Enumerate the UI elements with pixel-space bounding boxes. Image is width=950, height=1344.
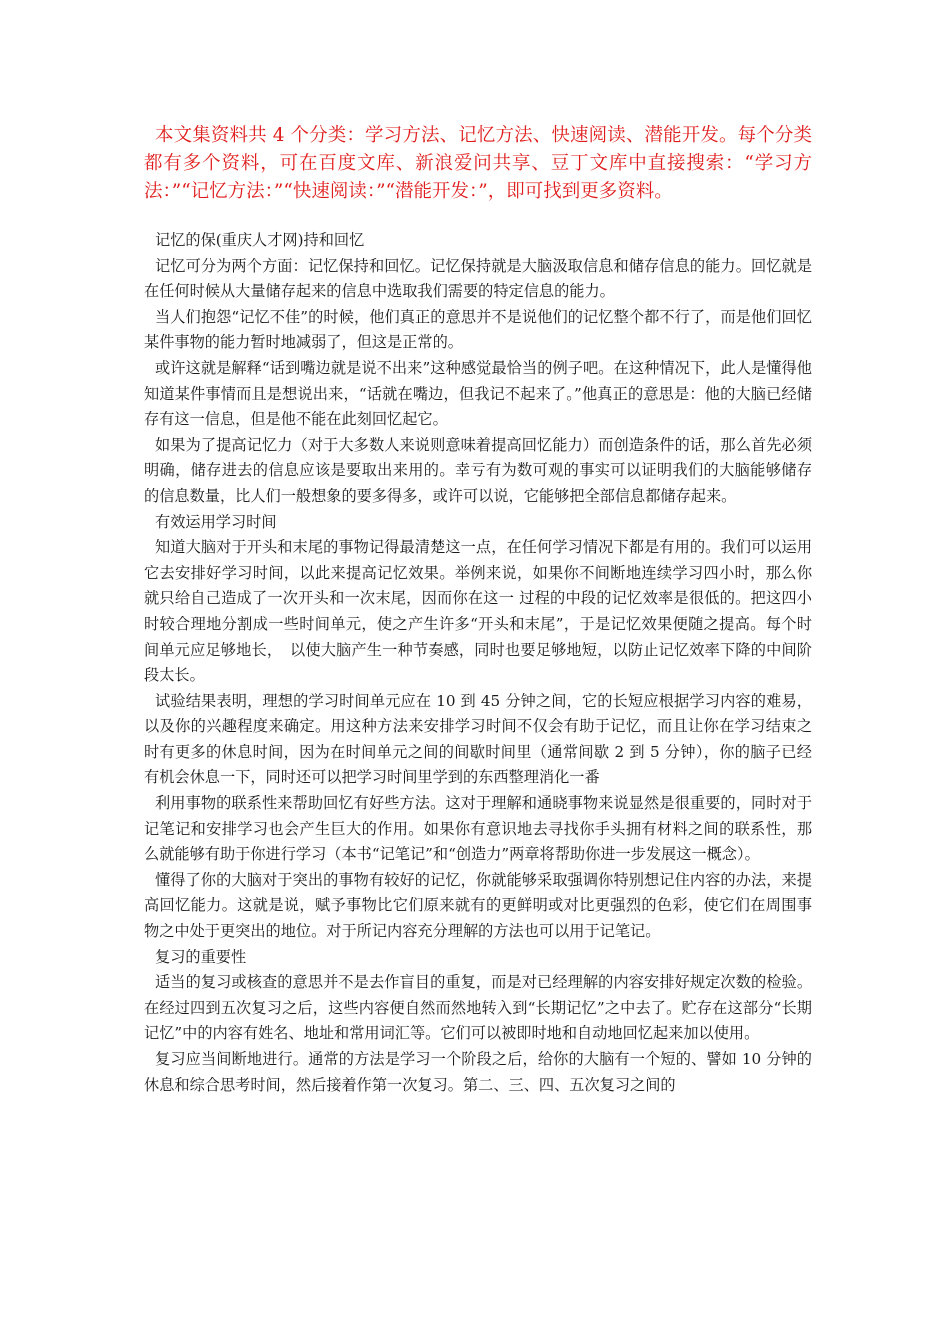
paragraph: 懂得了你的大脑对于突出的事物有较好的记忆，你就能够采取强调你特别想记住内容的办法，来提高回忆能力。这就是说，赋予事物比它们原来就有的更鲜明或对比更强烈的色彩，使它们在周围事物之中处于更突出的地位。对于所记内容充分理解的方法也可以用于记笔记。 [144,870,812,941]
section-heading: 复习的重要性 [155,947,247,966]
paragraph: 如果为了提高记忆力（对于大多数人来说则意味着提高回忆能力）而创造条件的话，那么首先必须明确，储存进去的信息应该是要取出来用的。幸亏有为数可观的事实可以证明我们的大脑能够储存的信息数量，比人们一般想象的要多得多，或许可以说，它能够把全部信息都储存起来。 [144,435,812,505]
paragraph: 记忆可分为两个方面：记忆保持和回忆。记忆保持就是大脑汲取信息和储存信息的能力。回忆就是在任何时候从大量储存起来的信息中选取我们需要的特定信息的能力。 [144,256,812,301]
article-body [144,228,812,1098]
intro-notice: 本文集资料共 4 个分类：学习方法、记忆方法、快速阅读、潜能开发。每个分类都有多个资料，可在百度文库、新浪爱问共享、豆丁文库中直接搜索：“学习方法：”“记忆方法：”“快速阅读：”“潜能开发：”，即可找到更多资料。 [144,125,812,202]
paragraph: 利用事物的联系性来帮助回忆有好些方法。这对于理解和通晓事物来说显然是很重要的，同时对于记笔记和安排学习也会产生巨大的作用。如果你有意识地去寻找你手头拥有材料之间的联系性，那么就能够有助于你进行学习（本书“记笔记”和“创造力”两章将帮助你进一步发展这一概念）。 [144,794,812,864]
document-page [144,122,812,1098]
paragraph: 适当的复习或核查的意思并不是去作盲目的重复，而是对已经理解的内容安排好规定次数的检验。在经过四到五次复习之后，这些内容便自然而然地转入到“长期记忆”之中去了。贮存在这部分“长期记忆”中的内容有姓名、地址和常用词汇等。它们可以被即时地和自动地回忆起来加以使用。 [144,973,812,1043]
spacer [144,206,812,228]
paragraph: 复习应当间断地进行。通常的方法是学习一个阶段之后，给你的大脑有一个短的、譬如 10 分钟的休息和综合思考时间，然后接着作第一次复习。第二、三、四、五次复习之间的 [144,1050,812,1094]
paragraph: 或许这就是解释“话到嘴边就是说不出来”这种感觉最恰当的例子吧。在这种情况下，此人是懂得他知道某件事情而且是想说出来，“话就在嘴边，但我记不起来了。”他真正的意思是：他的大脑已经储存有这一信息，但是他不能在此刻回忆起它。 [144,358,812,429]
paragraph: 知道大脑对于开头和末尾的事物记得最清楚这一点，在任何学习情况下都是有用的。我们可以运用它去安排好学习时间，以此来提高记忆效果。举例来说，如果你不间断地连续学习四小时，那么你就只给自己造成了一次开头和一次末尾，因而你在这一 过程的中段的记忆效率是很低的。把这四小时较合理地分割成一些时间单元，使之产生许多“开头和末尾”，于是记忆效果便随之提高。每个时间单元应足够地长， 以使大脑产生一种节奏感，同时也要足够地短，以防止记忆效率下降的中间阶段太长。 [144,538,812,685]
article-title: 记忆的保(重庆人才网)持和回忆 [155,231,365,249]
paragraph: 试验结果表明，理想的学习时间单元应在 10 到 45 分钟之间，它的长短应根据学习内容的难易，以及你的兴趣程度来确定。用这种方法来安排学习时间不仅会有助于记忆，而且让你在学习结束之时有更多的休息时间，因为在时间单元之间的间歇时间里（通常间歇 2 到 5 分钟），你的脑子已经有机会休息一下，同时还可以把学习时间里学到的东西整理消化一番 [144,691,812,787]
section-heading: 有效运用学习时间 [155,512,277,531]
paragraph: 当人们抱怨“记忆不佳”的时候，他们真正的意思并不是说他们的记忆整个都不行了，而是他们回忆某件事物的能力暂时地减弱了，但这是正常的。 [144,307,812,352]
